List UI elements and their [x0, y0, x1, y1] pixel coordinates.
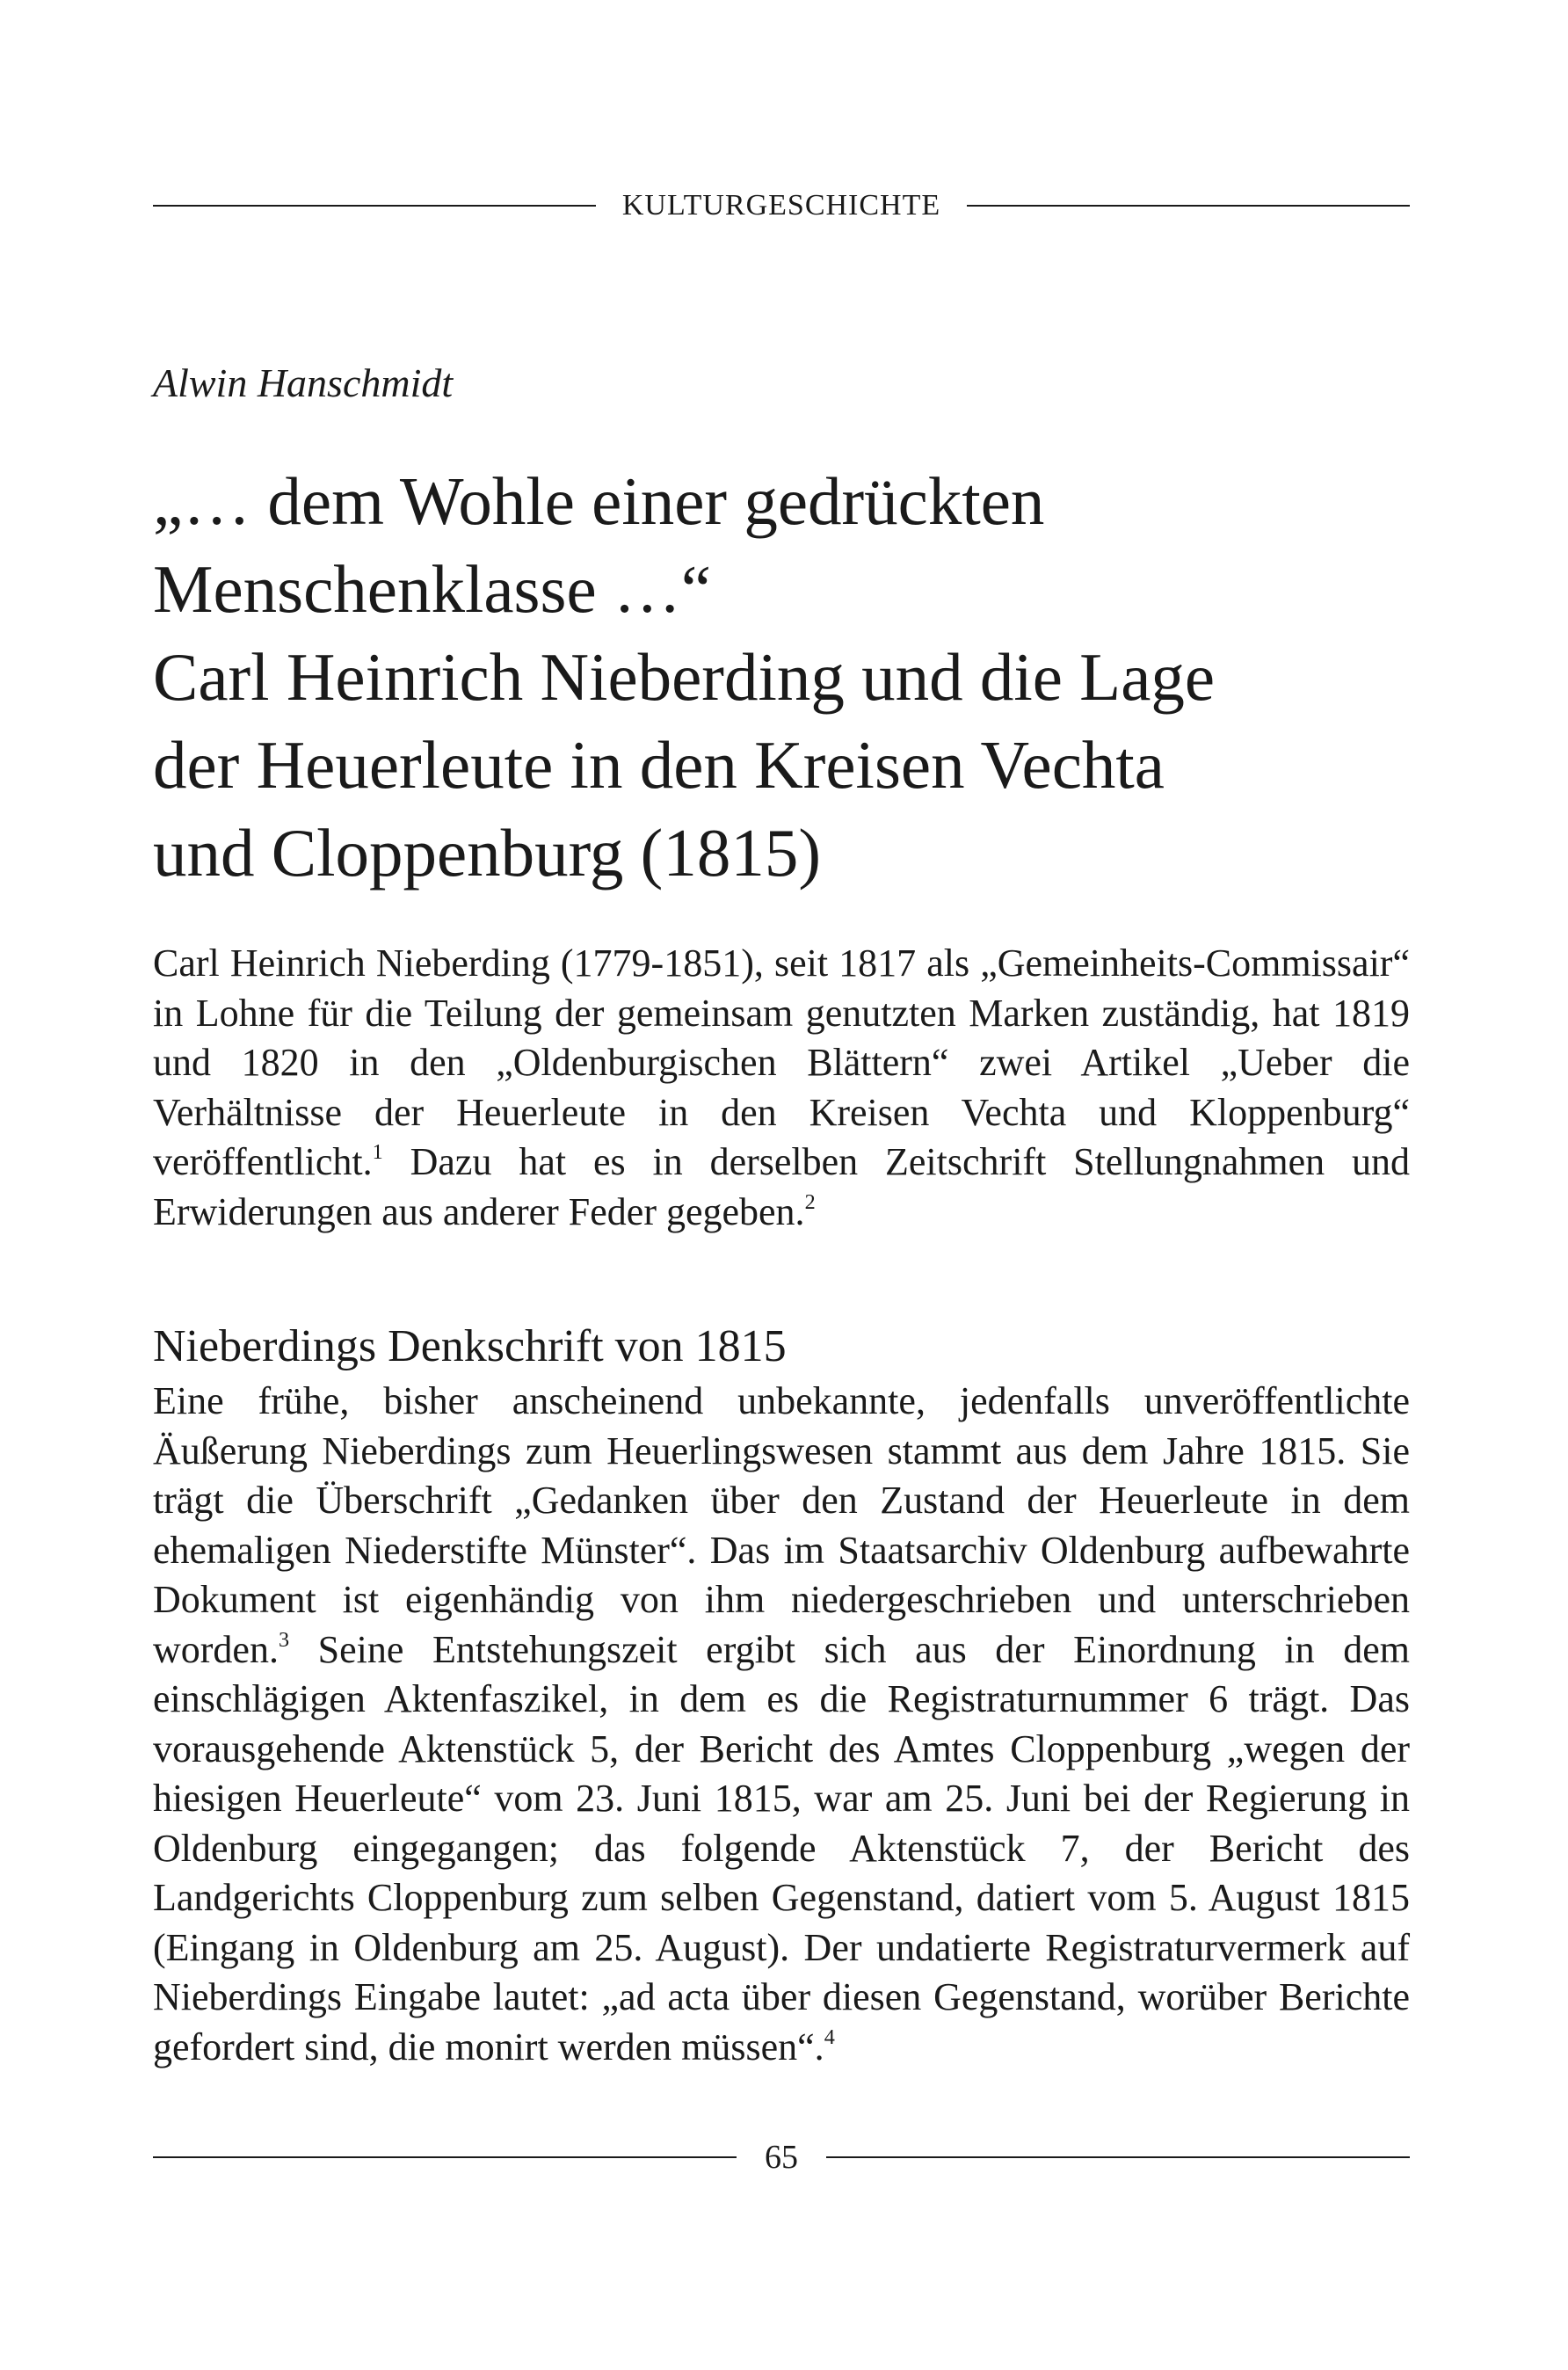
section-paragraph: [153, 1377, 1410, 2072]
footer-rule-left: [153, 2156, 737, 2158]
running-head-label: KULTURGESCHICHTE: [621, 189, 941, 222]
title-line: und Cloppenburg (1815): [153, 815, 821, 891]
intro-text-a: Carl Heinrich Nieberding (1779-1851), seit 1817 als „Gemeinheits-Commissair“ in Lohne für die Teilung der gemeinsam genutzten Marken zuständig, hat 1819 und 1820 in den „Oldenburgischen Blättern“ zwei Artikel „Ueber die Verhältnisse der Heuerleute in den Kreisen Vechta und Kloppenburg“ veröffentlicht.: [153, 941, 1410, 1183]
title-line: der Heuerleute in den Kreisen Vechta: [153, 727, 1165, 803]
author-name: Alwin Hanschmidt: [153, 360, 454, 405]
running-head: [153, 186, 1410, 225]
page-footer: [153, 2136, 1410, 2178]
title-line: „… dem Wohle einer gedrückten: [153, 463, 1045, 539]
footnote-ref-3: 3: [278, 1627, 290, 1652]
footnote-ref-2: 2: [804, 1189, 816, 1214]
article-title: [153, 457, 1410, 897]
page-number: 65: [765, 2139, 798, 2176]
intro-text-b: Dazu hat es in derselben Zeitschrift Stellungnahmen und Erwiderungen aus anderer Feder gegeben.: [153, 1140, 1410, 1233]
running-head-rule-right: [967, 205, 1410, 207]
book-page: [153, 0, 1410, 2370]
footnote-ref-1: 1: [372, 1139, 383, 1164]
section-text-a: Eine frühe, bisher anscheinend unbekannte, jedenfalls unveröffentlichte Äußerung Nieberdings zum Heuerlingswesen stammt aus dem Jahre 1815. Sie trägt die Überschrift „Gedanken über den Zustand der Heuerleute in dem ehemaligen Niederstifte Münster“. Das im Staatsarchiv Oldenburg aufbewahrte Dokument ist eigenhändig von ihm niedergeschrieben und unterschrieben worden.: [153, 1379, 1410, 1671]
running-head-rule-left: [153, 205, 596, 207]
footer-rule-right: [826, 2156, 1410, 2158]
section-text-b: Seine Entstehungszeit ergibt sich aus der Einordnung in dem einschlägigen Aktenfaszikel, in dem es die Registraturnummer 6 trägt. Das vorausgehende Aktenstück 5, der Bericht des Amtes Cloppenburg „wegen der hiesigen Heuerleute“ vom 23. Juni 1815, war am 25. Juni bei der Regierung in Oldenburg eingegangen; das folgende Aktenstück 7, der Bericht des Landgerichts Cloppenburg zum selben Gegenstand, datiert vom 5. August 1815 (Eingang in Oldenburg am 25. August). Der undatierte Registraturvermerk auf Nieberdings Eingabe lautet: „ad acta über diesen Gegenstand, worüber Berichte gefordert sind, die monirt werden müssen“.: [153, 1627, 1410, 2068]
intro-paragraph: [153, 939, 1410, 1237]
title-line: Carl Heinrich Nieberding und die Lage: [153, 639, 1216, 715]
title-line: Menschenklasse …“: [153, 551, 712, 627]
section-heading: Nieberdings Denkschrift von 1815: [153, 1321, 787, 1371]
footnote-ref-4: 4: [824, 2025, 835, 2049]
